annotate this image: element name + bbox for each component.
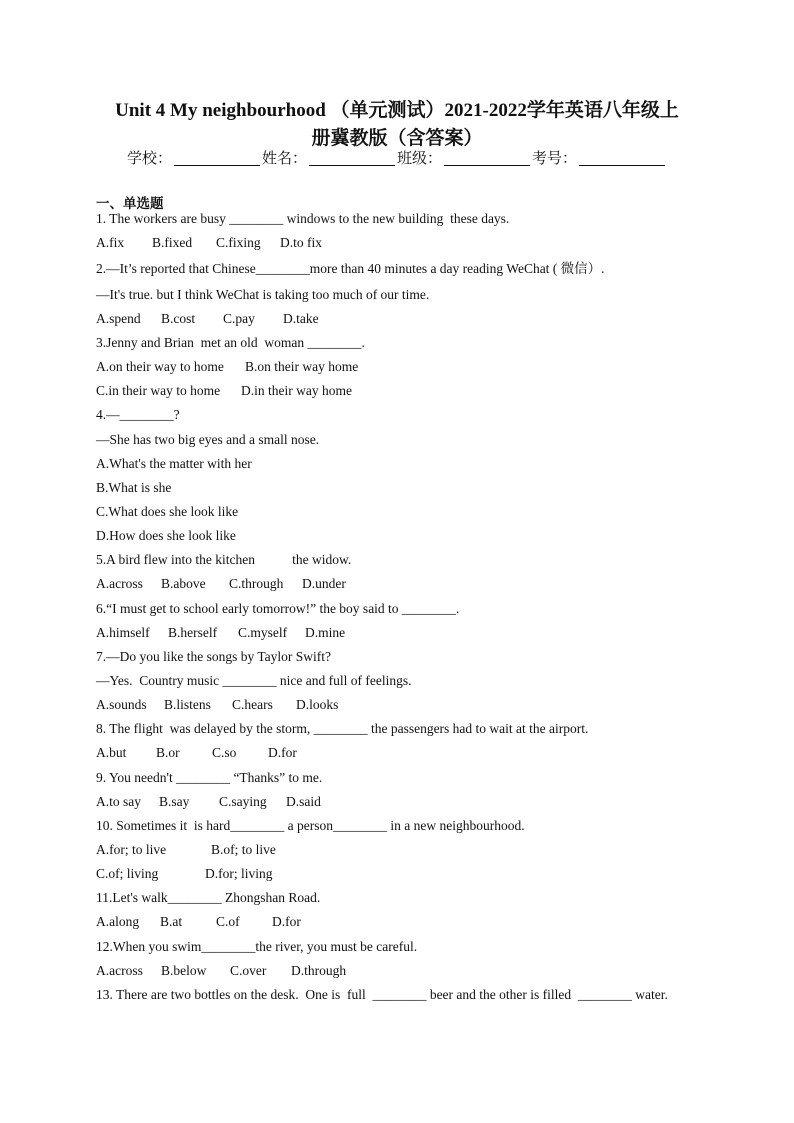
title-line-2: 册冀教版（含答案）	[311, 128, 483, 149]
exam-no-blank	[579, 149, 665, 166]
q10-option-d: D.for; living	[205, 866, 273, 881]
q3-option-b: B.on their way home	[245, 359, 359, 374]
q4-option-d: D.How does she look like	[96, 528, 236, 543]
q11-option-c: C.of	[216, 914, 240, 929]
q5-option-c: C.through	[229, 576, 284, 591]
question-3: 3.Jenny and Brian met an old woman ________.	[96, 335, 365, 350]
q4-option-c: C.What does she look like	[96, 504, 239, 519]
question-1: 1. The workers are busy ________ windows to the new building these days.	[96, 211, 510, 226]
q2-option-d: D.take	[283, 311, 319, 326]
question-8: 8. The flight was delayed by the storm, ________ the passengers had to wait at the airport.	[96, 721, 589, 736]
question-4-reply: —She has two big eyes and a small nose.	[96, 432, 320, 447]
question-5: 5.A bird flew into the kitchen the widow.	[96, 552, 352, 567]
q2-option-a: A.spend	[96, 311, 141, 326]
question-2: 2.—It’s reported that Chinese________more than 40 minutes a day reading WeChat ( 微信）.	[96, 261, 605, 276]
q2-option-b: B.cost	[161, 311, 196, 326]
q6-option-a: A.himself	[96, 625, 150, 640]
q12-option-d: D.through	[291, 963, 347, 978]
q9-option-a: A.to say	[96, 794, 141, 809]
name-label: 姓名：	[261, 151, 307, 167]
q10-option-c: C.of; living	[96, 866, 159, 881]
q8-option-a: A.but	[96, 745, 127, 760]
q9-option-c: C.saying	[219, 794, 267, 809]
school-label: 学校：	[126, 151, 172, 167]
class-label: 班级：	[397, 151, 443, 167]
title-line-1: Unit 4 My neighbourhood （单元测试）2021-2022学年英语八年级上	[115, 100, 679, 121]
q1-option-c: C.fixing	[216, 235, 261, 250]
q6-option-c: C.myself	[238, 625, 288, 640]
q1-option-b: B.fixed	[152, 235, 193, 250]
question-6: 6.“I must get to school early tomorrow!” the boy said to ________.	[96, 601, 460, 616]
q6-option-d: D.mine	[305, 625, 346, 640]
q8-option-d: D.for	[268, 745, 297, 760]
q4-option-b: B.What is she	[96, 480, 172, 495]
q5-option-b: B.above	[161, 576, 206, 591]
q3-option-a: A.on their way to home	[96, 359, 224, 374]
page-title	[60, 97, 734, 153]
q8-option-b: B.or	[156, 745, 180, 760]
q3-option-c: C.in their way to home	[96, 383, 221, 398]
exam-no-label: 考号：	[532, 151, 578, 167]
q7-option-d: D.looks	[296, 697, 339, 712]
q1-option-a: A.fix	[96, 235, 125, 250]
class-blank	[444, 149, 530, 166]
q4-option-a: A.What's the matter with her	[96, 456, 252, 471]
question-12: 12.When you swim________the river, you must be careful.	[96, 939, 418, 954]
q3-option-d: D.in their way home	[241, 383, 352, 398]
name-blank	[309, 149, 395, 166]
q11-option-d: D.for	[272, 914, 301, 929]
q7-option-a: A.sounds	[96, 697, 147, 712]
q9-option-d: D.said	[286, 794, 321, 809]
q2-option-c: C.pay	[223, 311, 255, 326]
q7-option-c: C.hears	[232, 697, 273, 712]
q5-option-a: A.across	[96, 576, 143, 591]
q10-option-a: A.for; to live	[96, 842, 167, 857]
question-10: 10. Sometimes it is hard________ a person________ in a new neighbourhood.	[96, 818, 525, 833]
q12-option-c: C.over	[230, 963, 267, 978]
question-7-reply: —Yes. Country music ________ nice and full of feelings.	[96, 673, 412, 688]
section-heading: 一、单选题	[96, 196, 164, 211]
q12-option-b: B.below	[161, 963, 207, 978]
question-2-reply: —It's true. but I think WeChat is taking too much of our time.	[96, 287, 430, 302]
q12-option-a: A.across	[96, 963, 143, 978]
q9-option-b: B.say	[159, 794, 190, 809]
q6-option-b: B.herself	[168, 625, 218, 640]
q1-option-d: D.to fix	[280, 235, 322, 250]
school-blank	[174, 149, 260, 166]
q11-option-a: A.along	[96, 914, 140, 929]
q10-option-b: B.of; to live	[211, 842, 276, 857]
question-13: 13. There are two bottles on the desk. One is full ________ beer and the other is filled ________ water.	[96, 987, 668, 1002]
student-info-row	[0, 148, 794, 170]
q5-option-d: D.under	[302, 576, 346, 591]
q7-option-b: B.listens	[164, 697, 211, 712]
question-11: 11.Let's walk________ Zhongshan Road.	[96, 890, 321, 905]
question-4: 4.—________?	[96, 407, 180, 422]
question-7: 7.—Do you like the songs by Taylor Swift?	[96, 649, 332, 664]
question-9: 9. You needn't ________ “Thanks” to me.	[96, 770, 323, 785]
q8-option-c: C.so	[212, 745, 237, 760]
q11-option-b: B.at	[160, 914, 183, 929]
